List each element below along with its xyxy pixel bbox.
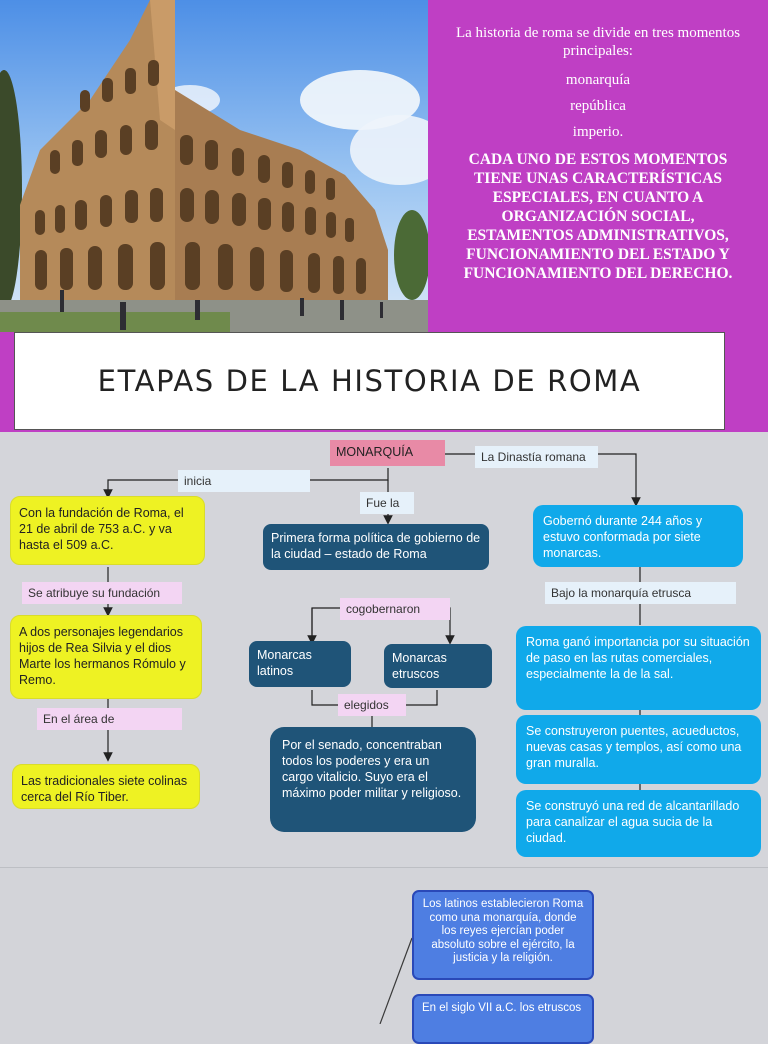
alcantarillado-node: Se construyó una red de alcantarillado para canalizar el agua sucia de la ciudad. <box>516 790 761 857</box>
concept-map <box>0 432 768 867</box>
link-etrusca: Bajo la monarquía etrusca <box>545 582 736 604</box>
monarquia-node: MONARQUÍA <box>330 440 445 466</box>
link-cogobernaron: cogobernaron <box>340 598 450 620</box>
intro-text: La historia de roma se divide en tres momentos principales: <box>455 25 741 59</box>
link-inicia: inicia <box>178 470 310 492</box>
link-dinastia: La Dinastía romana <box>475 446 598 468</box>
gobierno-node: Gobernó durante 244 años y estuvo conformada por siete monarcas. <box>533 505 743 567</box>
intro-panel <box>428 0 768 332</box>
link-area: En el área de <box>37 708 182 730</box>
latinos-node: Los latinos establecieron Roma como una monarquía, donde los reyes ejercían poder absoluto sobre el ejército, la justicia y la religión. <box>412 890 594 980</box>
monarcas-etruscos-node: Monarcas etruscos <box>384 644 492 688</box>
importancia-node: Roma ganó importancia por su situación de paso en las rutas comerciales, especialmente la de la sal. <box>516 626 761 710</box>
primera-forma-node: Primera forma política de gobierno de la ciudad – estado de Roma <box>263 524 489 570</box>
page-title: ETAPAS DE LA HISTORIA DE ROMA <box>97 364 642 398</box>
personajes-node: A dos personajes legendarios hijos de Rea Silvia y el dios Marte los hermanos Rómulo y Remo. <box>10 615 202 699</box>
monarcas-latinos-node: Monarcas latinos <box>249 641 351 687</box>
fundacion-node: Con la fundación de Roma, el 21 de abril de 753 a.C. y va hasta el 509 a.C. <box>10 496 205 565</box>
period-imperio: imperio. <box>572 124 624 140</box>
period-monarquia: monarquía <box>565 72 631 88</box>
colinas-node: Las tradicionales siete colinas cerca del Río Tiber. <box>12 764 200 809</box>
link-elegidos: elegidos <box>338 694 406 716</box>
period-republica: república <box>570 98 626 114</box>
title-box <box>14 332 725 430</box>
senado-node: Por el senado, concentraban todos los poderes y era un cargo vitalicio. Suyo era el máximo poder militar y religioso. <box>270 727 476 832</box>
link-atribuye: Se atribuye su fundación <box>22 582 182 604</box>
siglo-node: En el siglo VII a.C. los etruscos <box>412 994 594 1044</box>
colosseum-photo <box>0 0 428 332</box>
characteristics-text: CADA UNO DE ESTOS MOMENTOS TIENE UNAS CARACTERÍSTICAS ESPECIALES, EN CUANTO A ORGANIZACIÓN SOCIAL, ESTAMENTOS ADMINISTRATIVOS, FUNCIONAMIENTO DEL ESTADO Y FUNCIONAMIENTO DEL DERECHO. <box>463 151 733 282</box>
puentes-node: Se construyeron puentes, acueductos, nuevas casas y templos, así como una gran muralla. <box>516 715 761 784</box>
bottom-connectors <box>0 868 768 1024</box>
link-fue-la: Fue la <box>360 492 414 514</box>
